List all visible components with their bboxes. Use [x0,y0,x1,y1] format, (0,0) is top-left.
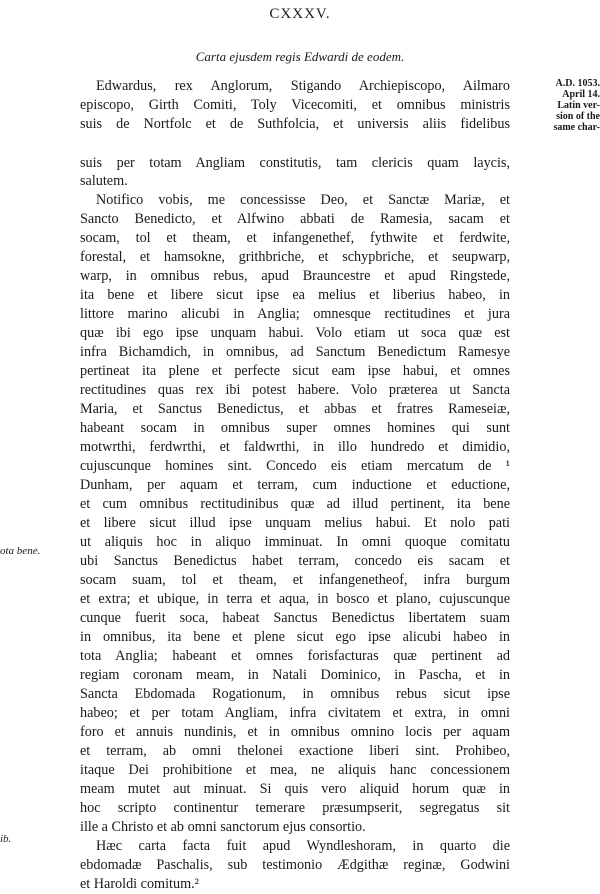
text-line: Maria, et Sanctus Benedictus, et abbas et fratres Rameseiæ, [80,401,510,417]
text-line: socam suam, tol et theam, et infangenetheof, infra burgum [80,572,510,588]
text-line: et terram, ab omni thelonei exactione liberi sint. Prohibeo, [80,743,510,759]
text-line: infra Bichamdich, in omnibus, ad Sanctum Benedictum Ramesye [80,344,510,360]
text-line: warp, in omnibus rebus, apud Brauncestre et apud Ringstede, [80,268,510,284]
text-line: cujuscunque homines sint. Concedo eis etiam mercatum de ¹ [80,458,510,474]
margin-note-line: A.D. 1053. [555,78,600,89]
text-line: Hæc carta facta fuit apud Wyndleshoram, in quarto die [96,838,510,854]
text-line: forestal, et hamsokne, grithbriche, et schypbriche, et seupwarp, [80,249,510,265]
margin-note-line: same char- [553,122,600,133]
text-line: cunque fuerit soca, habeat Sanctus Benedictus libertatem suam [80,610,510,626]
text-line: littore marino alicubi in Anglia; omnesque rectitudines et jura [80,306,510,322]
text-line: ubi Sanctus Benedictus habet terram, concedo eis sacam et [80,553,510,569]
text-line: socam, tol et theam, et infangenethef, fythwite et ferdwite, [80,230,510,246]
text-line: et cum omnibus rectitudinibus quæ ad illud pertinent, ita bene [80,496,510,512]
text-line: ebdomadæ Paschalis, sub testimonio Ædgithæ reginæ, Godwini [80,857,510,873]
text-line: hoc scripto continentur temerare præsumpserit, segregatus sit [80,800,510,816]
text-line: ita bene et libere sicut ipse ea melius et liberius habeo, in [80,287,510,303]
margin-note-line: sion of the [556,111,600,122]
text-line: salutem. [80,173,128,189]
charter-number-heading: CXXXV. [269,6,331,22]
text-line: itaque Dei prohibitione et mea, ne aliquis hanc concessionem [80,762,510,778]
text-line: Sancto Benedicto, et Alfwino abbati de Ramesia, sacam et [80,211,510,227]
text-line: Notifico vobis, me concessisse Deo, et Sanctæ Mariæ, et [96,192,510,208]
text-line: motwrthi, ferdwrthi, et faldwrthi, in illo hundredo et dimidio, [80,439,510,455]
text-line: in omnibus, ita bene et plene sicut ego ipse alicubi habeo in [80,629,510,645]
text-line: Edwardus, rex Anglorum, Stigando Archiepiscopo, Ailmaro [96,78,510,94]
text-line: et Haroldi comitum.² [80,876,199,892]
text-line: Dunham, per aquam et terram, cum inductione et eductione, [80,477,510,493]
text-line: episcopo, Girth Comiti, Toly Vicecomiti, et omnibus ministris [80,97,510,113]
text-line: pertineat ita plene et perfecte sicut eam ipse habui, et omnes [80,363,510,379]
text-line: ille a Christo et ab omni sanctorum ejus consortio. [80,819,366,835]
text-line: rectitudines quas rex ibi potest habere. Volo præterea ut Sancta [80,382,510,398]
text-line: ut aliquis hoc in aliquo imminuat. In omni quoque comitatu [80,534,510,550]
text-line: et extra; et ubique, in terra et aqua, in bosco et plano, cujuscunque [80,591,510,607]
text-line: Sancta Ebdomada Rogationum, in omnibus rebus sicut ipse [80,686,510,702]
text-line: foro et annuis nundinis, et in omnibus omnino locis per aquam [80,724,510,740]
text-line: suis per totam Angliam constitutis, tam clericis quam laycis, [80,155,510,171]
margin-note-line: Latin ver- [557,100,600,111]
margin-note-line: April 14. [562,89,600,100]
charter-title: Carta ejusdem regis Edwardi de eodem. [195,49,405,64]
margin-note-date [508,78,600,133]
margin-note-left: ib. [0,833,12,845]
text-line: habeant socam in omnibus super omnes homines qui sunt [80,420,510,436]
text-line: regiam coronam meam, in Natali Dominico, in Pascha, et in [80,667,510,683]
text-line: quæ ibi ego ipse unquam habui. Volo etiam ut soca quæ est [80,325,510,341]
margin-note-left: ota bene. [0,545,41,557]
text-line: tota Anglia; habeant et omnes forisfacturas quæ pertinent ad [80,648,510,664]
text-line: meam mutet aut minuat. Si quis vero aliquid horum quæ in [80,781,510,797]
text-line: suis de Nortfolc et de Suthfolcia, et universis aliis fidelibus [80,116,510,132]
text-line: habeo; et per totam Angliam, infra civitatem et extra, in omni [80,705,510,721]
text-line: et libere sicut illud ipse unquam melius habui. Et nolo pati [80,515,510,531]
